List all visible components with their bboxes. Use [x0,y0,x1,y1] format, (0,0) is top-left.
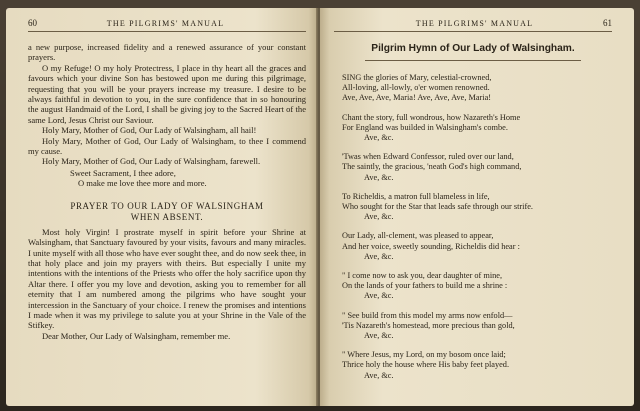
left-body [28,42,306,341]
stanza-refrain: Ave, &c. [364,251,394,261]
right-page-number: 61 [602,18,612,28]
paragraph: Holy Mary, Mother of God, Our Lady of Walsingham, to thee I commend my cause. [28,135,306,157]
stanza-refrain: Ave, &c. [364,172,394,182]
paragraph: Holy Mary, Mother of God, Our Lady of Walsingham, farewell. [42,156,261,167]
paragraph: a new purpose, increased fidelity and a renewed assurance of your constant prayers. [28,42,306,63]
left-page [6,8,318,406]
verse-line: Sweet Sacrament, I thee adore, [70,167,176,178]
left-page-number: 60 [28,18,37,28]
stanza-line: All-loving, all-lowly, o'er women renowned. [342,83,490,93]
stanza-line: SING the glories of Mary, celestial-crowned, [342,73,492,82]
section-heading-line: WHEN ABSENT. [130,211,204,222]
stanza-line: Ave, Ave, Ave, Maria! Ave, Ave, Ave, Maria! [342,93,492,103]
stanza-refrain: Ave, &c. [364,291,394,301]
stanza-line: 'Tis Nazareth's homestead, more precious than gold, [342,320,515,330]
stanza-line: And her voice, sweetly sounding, Richeldis did hear : [342,241,520,251]
hymn-stanza [342,152,612,183]
stanza-refrain: Ave, &c. [364,370,394,380]
stanza-line: " Where Jesus, my Lord, on my bosom once laid; [342,350,506,360]
hymn-stanzas [334,73,612,381]
hymn-stanza [342,73,612,104]
hymn-stanza [342,192,612,223]
stanza-line: 'Twas when Edward Confessor, ruled over our land, [342,152,514,162]
left-running-title: THE PILGRIMS' MANUAL [106,19,225,28]
stanza-line: Who sought for the Star that leads safe through our strife. [342,202,534,212]
verse-line: O make me love thee more and more. [78,178,207,189]
paragraph: Holy Mary, Mother of God, Our Lady of Walsingham, all hail! [42,125,257,136]
stanza-line: " I come now to ask you, dear daughter of mine, [342,271,503,281]
section-heading-line: PRAYER TO OUR LADY OF WALSINGHAM [70,200,264,211]
stanza-line: Thrice holy the house where His baby feet played. [342,360,510,370]
right-running-head [334,18,612,32]
stanza-refrain: Ave, &c. [364,212,394,222]
hymn-stanza [342,271,612,302]
prayer-text: Most holy Virgin! I prostrate myself in spirit before your Shrine at Walsingham, that Sanctuary favoured by your visits, favours and many miracles. I unite myself with all those who have ever sought thee, and do now seek thee, in that holy place and join my prayers with theirs. But especially I unite my intentions with the intentions of the Priests who offer the holy sacrifice upon thy Altar there. I offer you my love and devotion, asking you to remember for all eternity that I am numbered among the pilgrims who have sought your intercession in the Sanctuary of your choice. I renew the promises and intentions I made when it was my privilege to salute you at your Shrine in the Vale of the Stifkey. [28,226,306,331]
hymn-stanza [342,231,612,262]
stanza-line: " See build from this model my arms now enfold— [342,310,513,320]
stanza-line: On the lands of your fathers to build me a shrine : [342,281,508,291]
stanza-line: To Richeldis, a matron full blameless in life, [342,191,490,201]
stanza-refrain: Ave, &c. [364,133,394,143]
right-page [320,8,634,406]
hymn-stanza [342,350,612,381]
stanza-line: Chant the story, full wondrous, how Nazareth's Home [342,112,521,122]
hymn-stanza [342,113,612,144]
stanza-line: The saintly, the gracious, 'neath God's high command, [342,162,522,172]
section-heading [28,201,306,223]
hymn-stanza [342,311,612,342]
left-running-head [28,18,306,32]
stanza-refrain: Ave, &c. [364,331,394,341]
right-running-title: THE PILGRIMS' MANUAL [415,19,534,28]
stanza-line: Our Lady, all-clement, was pleased to appear, [342,231,494,241]
paragraph: O my Refuge! O my holy Protectress, I place in thy heart all the graces and favours which your divine Son has bestowed upon me during this pilgrimage, requesting that you will be your prayers increase my treasure. I desire to be always faithful in devotion to you, in the sure confidence that in so honouring the august Handmaid of the Lord, I shall be giving joy to the Sacred Heart of the same Lord, Jesus Christ our Saviour. [28,62,306,125]
title-rule [365,60,582,61]
hymn-title: Pilgrim Hymn of Our Lady of Walsingham. [371,43,575,54]
stanza-line: For England was builded in Walsingham's combe. [342,122,508,132]
closing-line: Dear Mother, Our Lady of Walsingham, remember me. [42,330,231,341]
